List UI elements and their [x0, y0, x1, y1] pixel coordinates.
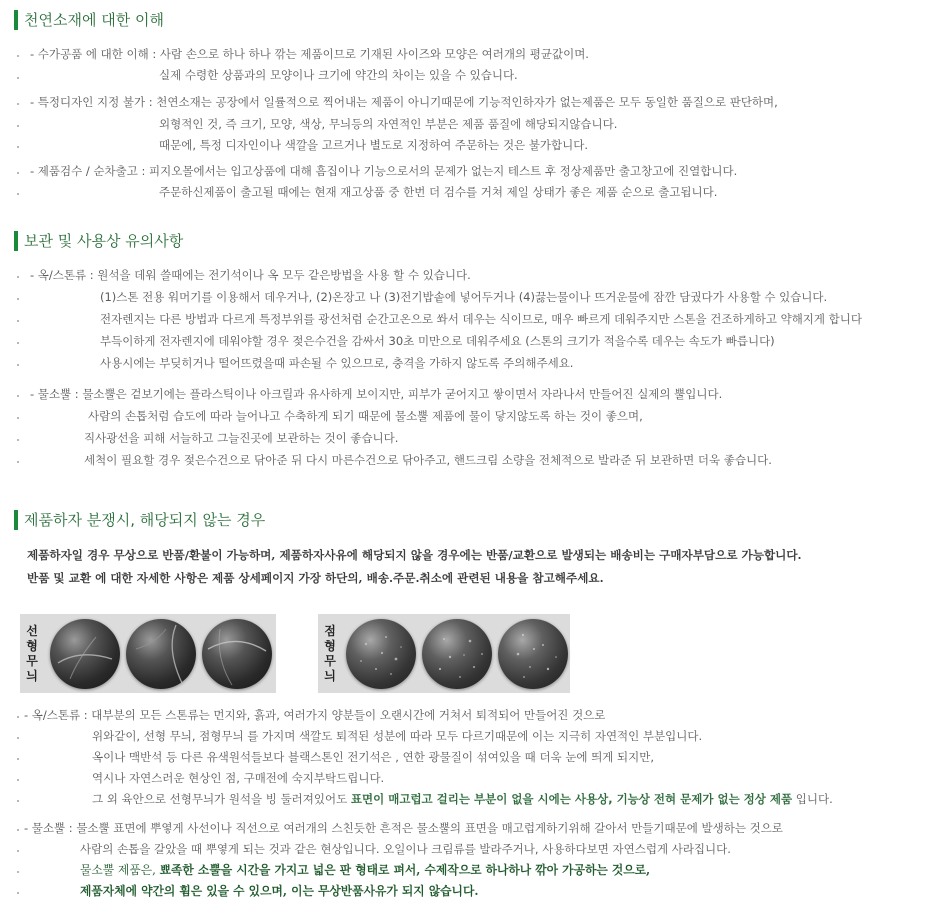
section-title-defect-dispute: 제품하자 분쟁시, 해당되지 않는 경우 — [14, 510, 265, 530]
text-line: 사용시에는 부딪히거나 떨어뜨렸을때 파손될 수 있으므로, 충격을 가하지 않도록 주의해주세요. — [100, 356, 574, 370]
horn-warranty-note: 제품자체에 약간의 휨은 있을 수 있으며, 이는 무상반품사유가 되지 않습니다. — [80, 884, 479, 898]
text-line: 사람의 손톱처럼 습도에 따라 늘어나고 수축하게 되기 때문에 물소뿔 제품에 물이 닿지않도록 하는 것이 좋으며, — [88, 409, 643, 423]
bullet-dot — [17, 77, 19, 79]
text-line — [92, 791, 833, 807]
label-char: 형 — [26, 638, 38, 653]
label-char: 늬 — [26, 668, 38, 683]
bullet-dot — [17, 892, 19, 894]
bullet-dot — [17, 871, 19, 873]
text-line: 주문하신제품이 출고될 때에는 현재 재고상품 중 한번 더 검수를 거쳐 제일 상태가 좋은 제품 순으로 출고됩니다. — [159, 185, 718, 199]
return-exchange-paragraph: 반품 및 교환 에 대한 자세한 사항은 제품 상세페이지 가장 하단의, 배송.주문.취소에 관련된 내용을 참고해주세요. — [27, 571, 604, 585]
text-line: 옥이나 맥반석 등 다른 유색원석들보다 블랙스톤인 전기석은 , 연한 광물질이 섞여있을 때 더욱 눈에 띄게 되지만, — [92, 750, 655, 764]
text-line: 세척이 필요할 경우 젖은수건으로 닦아준 뒤 다시 마른수건으로 닦아주고, 핸드크림 소량을 전체적으로 발라준 뒤 보관하면 더욱 좋습니다. — [84, 453, 772, 467]
linear-stone-image — [202, 619, 272, 689]
label-char: 선 — [26, 623, 38, 638]
linear-pattern-stones-panel — [20, 614, 276, 693]
section-title-storage-usage: 보관 및 사용상 유의사항 — [14, 231, 183, 251]
text-line: - 옥/스톤류 : 원석을 데워 쓸때에는 전기석이나 옥 모두 같은방법을 사용 할 수 있습니다. — [30, 268, 471, 282]
text-line: 전자렌지는 다른 방법과 다르게 특정부위를 광선처럼 순간고온으로 쏴서 데우는 식이므로, 매우 빠르게 데워주지만 스톤을 건조하게하고 약해지게 합니다 — [100, 312, 863, 326]
label-char: 무 — [324, 653, 336, 668]
horn-highlight-line — [80, 862, 650, 878]
highlight-normal-product: 표면이 매고럽고 걸리는 부분이 없을 시에는 사용상, 기능상 전혀 문제가 없는 정상 제품 — [350, 792, 793, 806]
bullet-dot — [17, 146, 19, 148]
text-line: - 옥/스톤류 : 대부분의 모든 스톤류는 먼지와, 흙과, 여러가지 양분들이 오랜시간에 거쳐서 퇴적되어 만들어진 것으로 — [24, 708, 606, 722]
text-segment: 물소뿔 제품은, — [80, 863, 156, 877]
bullet-dot — [17, 172, 19, 174]
linear-stone-image — [126, 619, 196, 689]
spot-stone-image — [422, 619, 492, 689]
text-line: 역시나 자연스러운 현상인 점, 구매전에 숙지부탁드립니다. — [92, 771, 385, 785]
section-title-natural-material: 천연소재에 대한 이해 — [14, 10, 164, 30]
text-line: 직사광선을 피해 서늘하고 그늘진곳에 보관하는 것이 좋습니다. — [84, 431, 399, 445]
bullet-dot — [17, 395, 19, 397]
spot-stone-image — [346, 619, 416, 689]
bullet-dot — [17, 103, 19, 105]
bullet-dot — [17, 125, 19, 127]
bullet-dot — [17, 364, 19, 366]
label-char: 점 — [324, 623, 336, 638]
text-line: - 특정디자인 지정 불가 : 천연소재는 공장에서 일률적으로 찍어내는 제품이 아니기때문에 기능적인하자가 없는제품은 모두 동일한 품질으로 판단하며, — [30, 95, 778, 109]
text-line: (1)스톤 전용 워머기를 이용해서 데우거나, (2)온장고 나 (3)전기밥솥에 넣어두거나 (4)끓는물이나 뜨거운물에 잠깐 담궜다가 사용할 수 있습니다. — [100, 290, 828, 304]
bullet-dot — [17, 55, 19, 57]
bullet-dot — [17, 439, 19, 441]
bullet-dot — [17, 342, 19, 344]
text-line: - 수가공품 에 대한 이해 : 사람 손으로 하나 하나 깎는 제품이므로 기재된 사이즈와 모양은 여러개의 평균값이며. — [30, 47, 589, 61]
text-line: 사람의 손톱을 갈았을 때 뿌옇게 되는 것과 같은 현상입니다. 오일이나 크림류를 발라주거나, 사용하다보면 자연스럽게 사라집니다. — [80, 842, 731, 856]
bullet-dot — [17, 417, 19, 419]
text-segment: 입니다. — [795, 792, 833, 806]
bullet-dot — [17, 298, 19, 300]
linear-stone-image — [50, 619, 120, 689]
label-char: 늬 — [324, 668, 336, 683]
bullet-dot — [17, 716, 19, 718]
bullet-dot — [17, 320, 19, 322]
bullet-dot — [17, 758, 19, 760]
bullet-dot — [17, 800, 19, 802]
text-line: 때문에, 특정 디자인이나 색깔을 고르거나 별도로 지정하여 주문하는 것은 불가합니다. — [159, 138, 589, 152]
bullet-dot — [17, 193, 19, 195]
text-line: 실제 수령한 상품과의 모양이나 크기에 약간의 차이는 있을 수 있습니다. — [159, 68, 518, 82]
spot-pattern-stones-panel — [318, 614, 570, 693]
bullet-dot — [17, 850, 19, 852]
text-line: 외형적인 것, 즉 크기, 모양, 색상, 무늬등의 자연적인 부분은 제품 품질에 해당되지않습니다. — [159, 117, 618, 131]
text-line: - 물소뿔 : 물소뿔은 겉보기에는 플라스틱이나 아크릴과 유사하게 보이지만, 피부가 굳어지고 쌓이면서 자라나서 만들어진 실제의 뿔입니다. — [30, 387, 723, 401]
bullet-dot — [17, 276, 19, 278]
bullet-dot — [17, 461, 19, 463]
text-line: 부득이하게 전자렌지에 데워야할 경우 젖은수건을 감싸서 30초 미만으로 데워주세요 (스톤의 크기가 적을수록 데우는 속도가 빠릅니다) — [100, 334, 775, 348]
bullet-dot — [17, 829, 19, 831]
linear-pattern-label — [20, 614, 44, 693]
highlight-handmade: 뾰족한 소뿔을 시간을 가지고 넓은 판 형태로 펴서, 수제작으로 하나하나 깎아 가공하는 것으로, — [159, 863, 651, 877]
label-char: 형 — [324, 638, 336, 653]
label-char: 무 — [26, 653, 38, 668]
text-segment: 그 외 육안으로 선형무늬가 원석을 빙 둘러져있어도 — [92, 792, 348, 806]
spot-pattern-label — [318, 614, 342, 693]
text-line: - 물소뿔 : 물소뿔 표면에 뿌옇게 사선이나 직선으로 여러개의 스친듯한 흔적은 물소뿔의 표면을 매고럽게하기위해 갈아서 만들기때문에 발생하는 것으로 — [24, 821, 783, 835]
text-line: 위와같이, 선형 무늬, 점형무늬 를 가지며 색깔도 퇴적된 성분에 따라 모두 다르기때문에 이는 지극히 자연적인 부분입니다. — [92, 729, 703, 743]
defect-policy-paragraph: 제품하자일 경우 무상으로 반품/환불이 가능하며, 제품하자사유에 해당되지 않을 경우에는 반품/교환으로 발생되는 배송비는 구매자부담으로 가능합니다. — [27, 548, 802, 562]
bullet-dot — [17, 737, 19, 739]
text-line: - 제품검수 / 순차출고 : 피지오몰에서는 입고상품에 대해 흠집이나 기능으로서의 문제가 없는지 테스트 후 정상제품만 출고창고에 진열합니다. — [30, 164, 738, 178]
spot-stone-image — [498, 619, 568, 689]
bullet-dot — [17, 779, 19, 781]
